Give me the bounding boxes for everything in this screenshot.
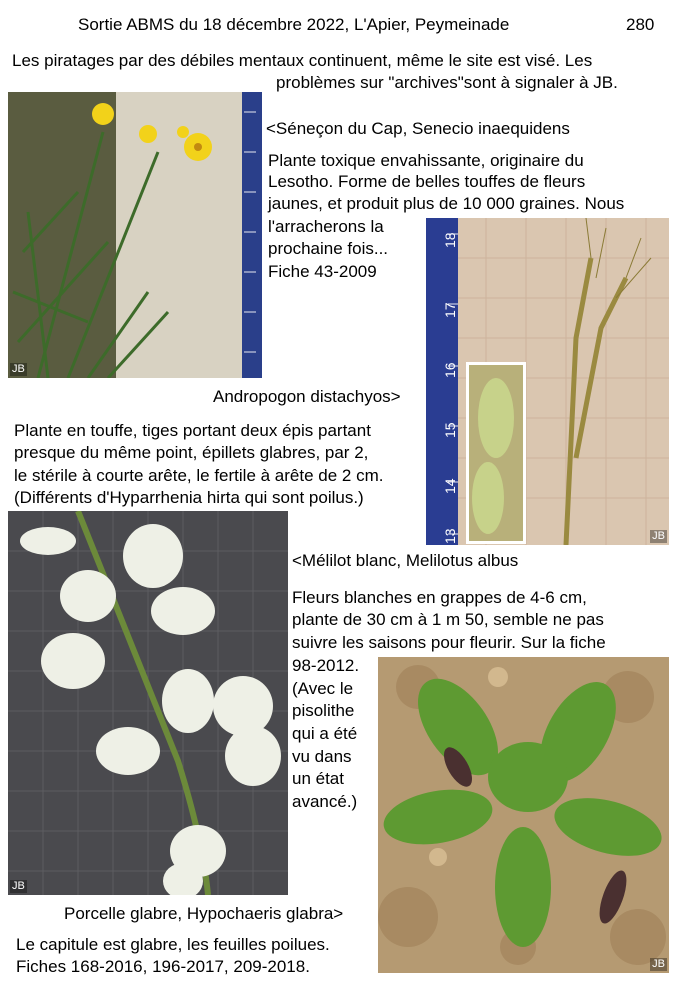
melilot-text-1: Fleurs blanches en grappes de 4-6 cm,	[292, 588, 587, 607]
melilot-text-6: pisolithe	[292, 701, 355, 720]
senecio-text-2: Lesotho. Forme de belles touffes de fleurs	[268, 172, 586, 191]
ruler-mark-16: 16	[442, 362, 458, 378]
andropogon-text-1: Plante en touffe, tiges portant deux épis partant	[14, 421, 371, 440]
melilot-text-10: avancé.)	[292, 792, 358, 811]
porcelle-name: Porcelle glabre, Hypochaeris glabra>	[64, 904, 344, 923]
andropogon-text-4: (Différents d'Hyparrhenia hirta qui sont poilus.)	[14, 488, 364, 507]
porcelle-text-2: Fiches 168-2016, 196-2017, 209-2018.	[16, 957, 310, 976]
notice-line-2: problèmes sur "archives"sont à signaler à JB.	[276, 73, 618, 92]
senecio-text-6: Fiche 43-2009	[268, 262, 377, 281]
senecio-text-1: Plante toxique envahissante, originaire du	[268, 151, 584, 170]
melilot-text-9: un état	[292, 769, 344, 788]
senecio-text-3: jaunes, et produit plus de 10 000 graines. Nous	[268, 194, 625, 213]
melilot-text-7: qui a été	[292, 724, 358, 743]
andropogon-name: Andropogon distachyos>	[213, 387, 401, 406]
porcelle-photo	[378, 657, 669, 973]
photo-credit: JB	[652, 958, 665, 970]
andropogon-text-3: le stérile à courte arête, le fertile à arête de 2 cm.	[14, 466, 384, 485]
senecio-text-4: l'arracherons la	[268, 217, 384, 236]
melilot-text-3: suivre les saisons pour fleurir. Sur la fiche	[292, 633, 606, 652]
melilot-text-2: plante de 30 cm à 1 m 50, semble ne pas	[292, 610, 604, 629]
ruler-mark-17: 17	[442, 302, 458, 318]
melilot-photo	[8, 511, 288, 895]
melilot-text-5: (Avec le	[292, 679, 354, 698]
senecio-name: <Séneçon du Cap, Senecio inaequidens	[266, 119, 570, 138]
melilot-text-4: 98-2012.	[292, 656, 360, 675]
photo-credit: JB	[12, 363, 25, 375]
melilot-name: <Mélilot blanc, Melilotus albus	[292, 551, 519, 570]
photo-credit: JB	[12, 880, 25, 892]
melilot-text-8: vu dans	[292, 747, 352, 766]
senecio-photo	[8, 92, 262, 378]
andropogon-text-2: presque du même point, épillets glabres, par 2,	[14, 443, 369, 462]
page-title: Sortie ABMS du 18 décembre 2022, L'Apier, Peymeinade	[78, 15, 510, 34]
page-number: 280	[626, 15, 655, 34]
porcelle-text-1: Le capitule est glabre, les feuilles poilues.	[16, 935, 330, 954]
andropogon-photo	[426, 218, 669, 545]
ruler-mark-18: 18	[442, 232, 458, 248]
senecio-text-5: prochaine fois...	[268, 239, 389, 258]
ruler-mark-13: 13	[442, 528, 458, 544]
photo-credit: JB	[652, 530, 665, 542]
ruler-mark-14: 14	[442, 478, 458, 494]
notice-line-1: Les piratages par des débiles mentaux continuent, même le site est visé. Les	[12, 51, 593, 70]
ruler-mark-15: 15	[442, 422, 458, 438]
